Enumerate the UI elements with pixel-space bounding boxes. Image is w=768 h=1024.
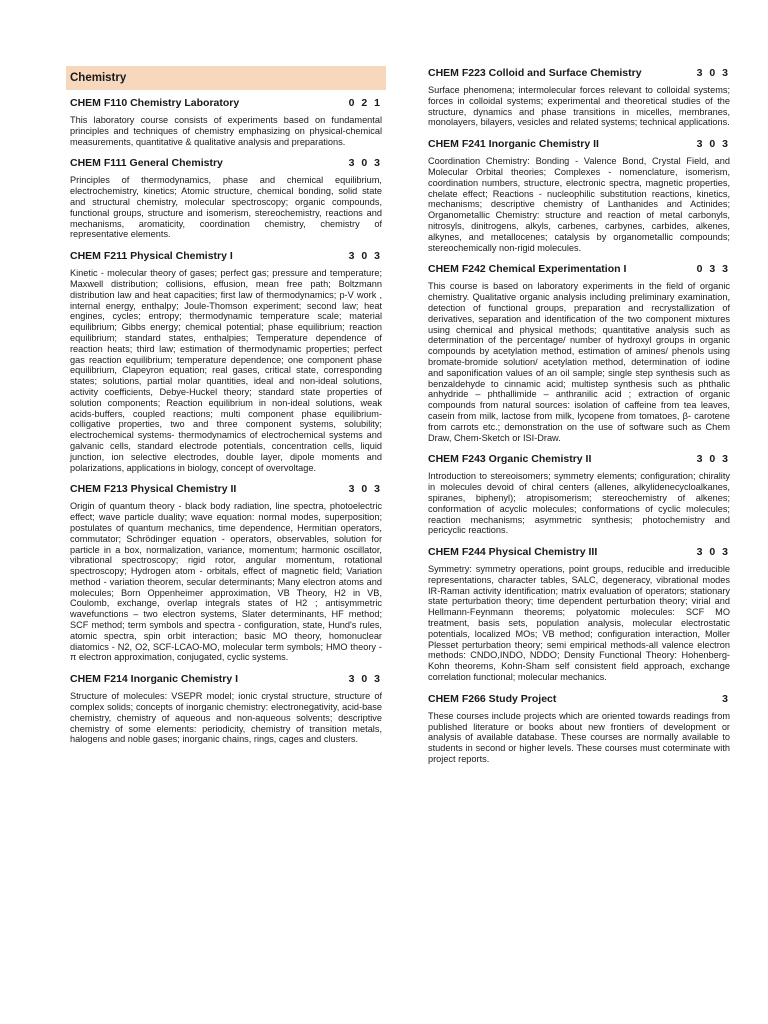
course-description: These courses include projects which are oriented towards readings from published literature or books about new frontiers of development or analysis of available database. These courses are normally available to students in second or higher levels. These courses must coterminate with project reports. (428, 710, 730, 765)
course-heading (66, 482, 386, 496)
course-title: CHEM F242 Chemical Experimentation I (428, 263, 627, 276)
course-heading (424, 692, 734, 706)
course-description: Surface phenomena; intermolecular forces relevant to colloidal systems; forces in colloidal systems; experimental and theoretical studies of the structure, dynamics and phase transitions in micelles, membranes, monolayers, bilayers, vesicles and related systems; technical applications. (428, 85, 730, 128)
section-title: Chemistry (66, 66, 386, 90)
course-heading (66, 96, 386, 110)
course-chem-f243 (424, 452, 734, 536)
course-credits: 3 0 3 (348, 673, 382, 686)
course-chem-f242 (424, 262, 734, 443)
course-title: CHEM F214 Inorganic Chemistry I (70, 673, 239, 686)
course-chem-f223 (424, 66, 734, 128)
course-chem-f266 (424, 692, 734, 765)
course-title: CHEM F266 Study Project (428, 692, 557, 705)
course-title: CHEM F211 Physical Chemistry I (70, 250, 233, 263)
course-heading (424, 452, 734, 466)
course-credits: 3 0 3 (348, 483, 382, 496)
course-description: Principles of thermodynamics, phase and chemical equilibrium, electrochemistry, kinetics; Atomic structure, chemical bonding, solid state and structural chemistry, molecular spectroscopy; organic compounds, functional groups, structure and isomerism, stereochemistry, reactions and mechanisms, aromaticity, coordination chemistry, chemistry of representative elements. (70, 175, 382, 240)
course-description: Structure of molecules: VSEPR model; ionic crystal structure, structure of complex solids; concepts of inorganic chemistry: electronegativity, acid-base chemistry, chemistry of aqueous and non-aqueous solvents; descriptive chemistry of some elements: periodicity, chemistry of transition metals, halogens and noble gases; inorganic chains, rings, cages and clusters. (70, 691, 382, 745)
course-chem-f213 (66, 482, 386, 663)
course-chem-f214 (66, 672, 386, 745)
course-chem-f241 (424, 137, 734, 253)
course-credits: 0 3 3 (696, 263, 730, 276)
course-description: This course is based on laboratory experiments in the field of organic chemistry. Qualitative organic analysis including preliminary examination, detection of functional groups, preparation and recrystallization of derivatives, separation and identification of the two component mixtures using chemical and physical methods; quantitative analysis such as determination of the percentage/ number of hydroxyl groups in organic compounds by acetylation method, estimation of amines/ phenols using bromate-bromide solution/ acetylation method, determination of iodine and saponification values of an oil sample; single step synthesis such as benzaldehyde to cinnamic acid; multistep synthesis such as phthalic anhydride – phthallimide – anthranilic acid ; extraction of organic compounds from natural sources: isolation of caffeine from tea leaves, casein from milk, lactose from milk, lycopene from tomatoes, β- carotene from carrots etc.; demonstration on the use of software such as Chem Draw, Chem-Sketch or ISI-Draw. (428, 281, 730, 443)
course-credits: 3 0 3 (696, 138, 730, 151)
course-heading (424, 545, 734, 559)
right-column (424, 66, 734, 774)
course-title: CHEM F223 Colloid and Surface Chemistry (428, 67, 642, 79)
course-credits: 3 0 3 (696, 67, 730, 79)
course-heading (424, 262, 734, 276)
course-description: Introduction to stereoisomers; symmetry elements; configuration; chirality in molecules devoid of chiral centers (allenes, alkylidenecycloalkanes, spiranes, biphenyl); atropisomerism; stereochemistry of alkenes; conformation of acyclic molecules; conformations of cyclic molecules; reaction mechanisms; asymmetric synthesis; photochemistry and pericyclic reactions. (428, 471, 730, 536)
course-chem-f211 (66, 249, 386, 473)
left-column (66, 66, 386, 754)
course-description: This laboratory course consists of experiments based on fundamental principles and techniques of chemistry emphasizing on physical-chemical measurements, quantitative & qualitative analysis and preparations. (70, 115, 382, 147)
course-heading (66, 249, 386, 263)
course-title: CHEM F213 Physical Chemistry II (70, 483, 237, 496)
course-description: Kinetic - molecular theory of gases; perfect gas; pressure and temperature; Maxwell distribution; collisions, effusion, mean free path; Boltzmann distribution law and heat capacities; first law of thermodynamics; p-V work , internal energy, enthalpy; Joule-Thomson experiment; second law; heat engines, cycles; entropy; thermodynamic temperature scale; material equilibrium; Gibbs energy; chemical potential; phase equilibrium; reaction equilibrium; standard states, enthalpies; Temperature dependence of reaction heats; third law; estimation of thermodynamic properties; perfect gas reaction equilibrium; temperature dependence; one component phase equilibrium, Clapeyron equation; real gases, critical state, corresponding states; solutions, partial molar quantities, ideal and non-ideal solutions, activity coefficients, Debye-Huckel theory; standard state properties of solution components; Reaction equilibrium in non-ideal solutions, weak acids-buffers, coupled reactions; multi component phase equilibrium- colligative properties, two and three component systems, solubility; electrochemical systems- thermodynamics of electrochemical systems and galvanic cells, standard electrode potentials, concentration cells, liquid junction, ion selective electrodes, double layer, dipole moments and polarizations, applications in biology, concept of overvoltage. (70, 268, 382, 473)
course-credits: 0 2 1 (348, 97, 382, 109)
course-heading (424, 66, 734, 80)
course-heading (424, 137, 734, 151)
course-title: CHEM F244 Physical Chemistry III (428, 546, 598, 559)
course-title: CHEM F111 General Chemistry (70, 157, 223, 170)
course-credits: 3 0 3 (348, 250, 382, 263)
course-heading (66, 672, 386, 686)
course-title: CHEM F110 Chemistry Laboratory (70, 97, 240, 109)
course-description: Origin of quantum theory - black body radiation, line spectra, photoelectric effect; wave particle duality; wave equation: normal modes, superposition; postulates of quantum mechanics, time dependence, Hermitian operators, commutator; Schrödinger equation - operators, observables, solution for particle in a box, normalization, variance, momentum; harmonic oscillator, vibrational spectroscopy; rigid rotor, angular momentum, rotational spectroscopy; Hydrogen atom - orbitals, effect of magnetic field; Variation method - variation theorem, secular determinants; Many electron atoms and molecules; Born Oppenheimer approximation, VB Theory, H2 in VB, Coulomb, exchange, overlap integrals states of H2 ; antisymmetric wavefunctions – two electron systems, Slater determinants, HF method; SCF method; term symbols and spectra - configuration, state, Hund's rules, atomic spectra, spin orbit interaction; basic MO theory, homonuclear diatomics - N2, O2, SCF-LCAO-MO, molecular term symbols; HMO theory - π electron approximation, conjugated, cyclic systems. (70, 501, 382, 663)
course-chem-f244 (424, 545, 734, 683)
course-credits: 3 0 3 (348, 157, 382, 170)
course-chem-f111 (66, 156, 386, 240)
course-description: Symmetry: symmetry operations, point groups, reducible and irreducible representations, character tables, SALC, degeneracy, vibrational modes IR-Raman activity identification; matrix evaluation of operators; stationary state perturbation theory; time dependent perturbation theory; virial and Hellmann-Feynmann theorems; polyatomic molecules: SCF MO treatment, basis sets, population analysis, molecular electrostatic potentials, localized MOs; VB method; configuration interaction, Moller Plesset perturbation theory; semi empirical methods-all valence electron methods: CNDO,INDO, NDDO; Density Functional Theory: Hohenberg-Kohn theorems, Kohn-Sham self consistent field approach, exchange correlation functional; molecular mechanics. (428, 564, 730, 683)
course-title: CHEM F241 Inorganic Chemistry II (428, 138, 599, 151)
course-heading (66, 156, 386, 170)
course-credits: 3 0 3 (696, 546, 730, 559)
course-credits: 3 0 3 (696, 453, 730, 466)
course-title: CHEM F243 Organic Chemistry II (428, 453, 592, 466)
course-credits: 3 (722, 692, 730, 705)
course-description: Coordination Chemistry: Bonding - Valence Bond, Crystal Field, and Molecular Orbital theories; Complexes - nomenclature, isomerism, coordination numbers, structure, electronic spectra, magnetic properties, chelate effect; Reactions - nucleophilic substitution reactions, kinetics, mechanisms; descriptive chemistry of Lanthanides and Actinides; Organometallic Chemistry: structure and reaction of metal carbonyls, nitrosyls, dinitrogens, alkyls, carbenes, carbynes, carbides, alkenes, alkynes, and metallocenes; catalysis by organometallic compounds; stereochemically non-rigid molecules. (428, 156, 730, 253)
course-chem-f110 (66, 96, 386, 147)
